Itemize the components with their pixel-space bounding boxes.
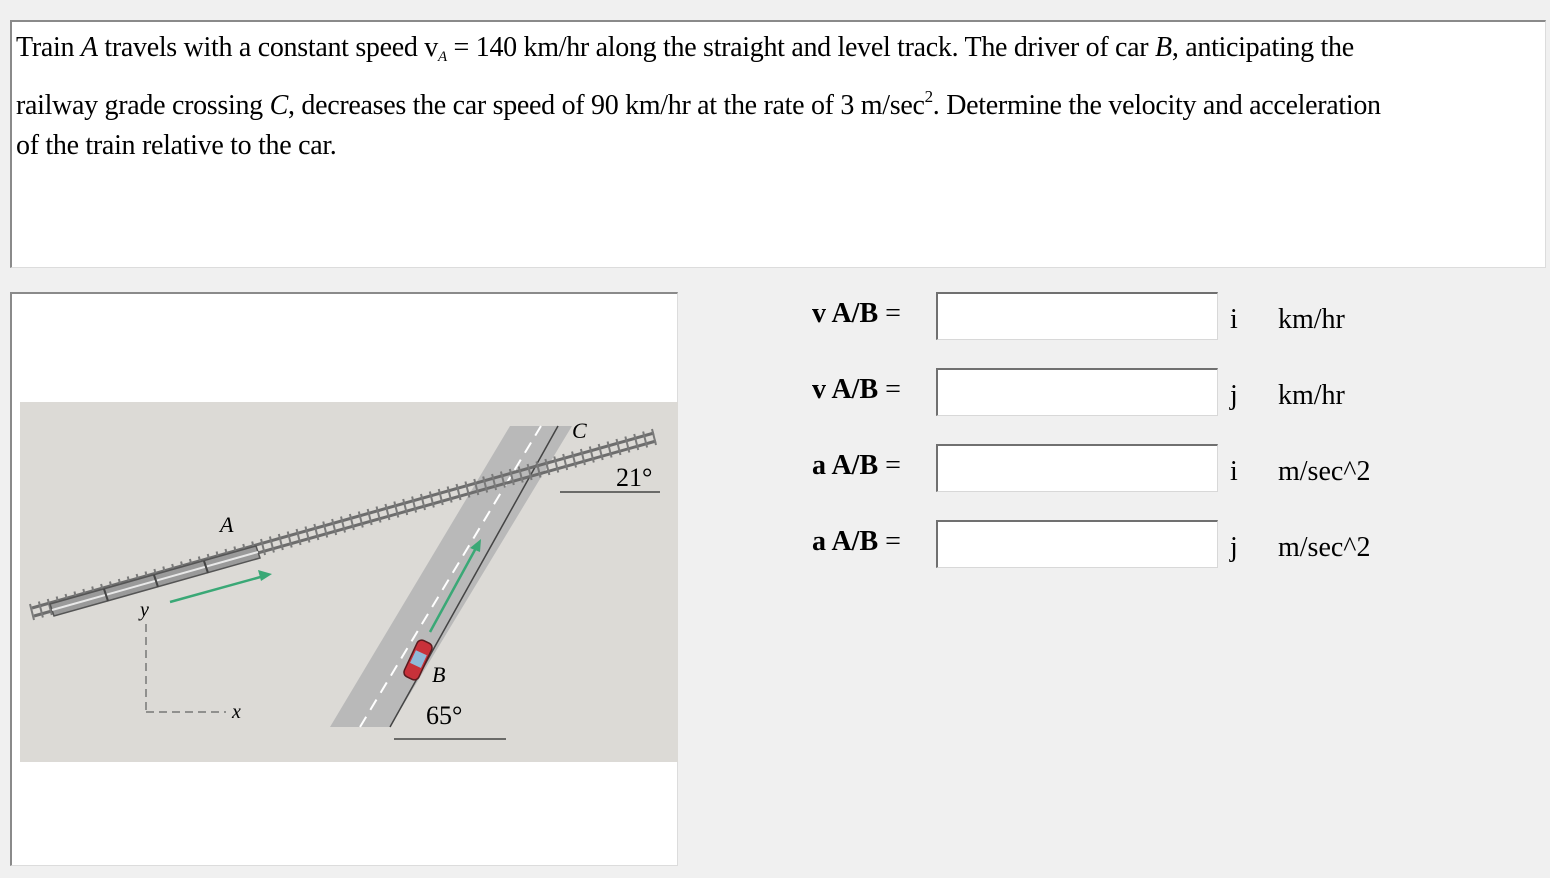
problem-line-2: railway grade crossing C, decreases the car speed of 90 km/hr at the rate of 3 $m/\sec^2$. Determine the velocity and acceleration bbox=[16, 87, 1381, 121]
velocity-j-input[interactable] bbox=[936, 368, 1218, 416]
figure-panel bbox=[10, 292, 678, 866]
label-x: x bbox=[232, 701, 241, 723]
train-car-diagram bbox=[20, 402, 678, 762]
answer-label: v A/B = bbox=[812, 298, 901, 329]
answer-label: a A/B = bbox=[812, 450, 901, 481]
unit-label: m/sec^2 bbox=[1278, 456, 1371, 487]
component-label: j bbox=[1230, 532, 1238, 563]
component-label: j bbox=[1230, 380, 1238, 411]
angle-road-label: 65° bbox=[426, 701, 463, 730]
problem-line-1: Train A travels with a constant speed $v_A = 140$ km/hr along the straight and level track. The driver of car B, anticipating the bbox=[16, 32, 1354, 65]
component-label: i bbox=[1230, 456, 1238, 487]
acceleration-i-input[interactable] bbox=[936, 444, 1218, 492]
unit-label: m/sec^2 bbox=[1278, 532, 1371, 563]
component-label: i bbox=[1230, 304, 1238, 335]
velocity-i-input[interactable] bbox=[936, 292, 1218, 340]
problem-line-3: of the train relative to the car. bbox=[16, 130, 337, 161]
angle-track-label: 21° bbox=[616, 463, 653, 492]
unit-label: km/hr bbox=[1278, 380, 1345, 411]
unit-label: km/hr bbox=[1278, 304, 1345, 335]
answer-label: v A/B = bbox=[812, 374, 901, 405]
answer-label: a A/B = bbox=[812, 526, 901, 557]
acceleration-j-input[interactable] bbox=[936, 520, 1218, 568]
label-b: B bbox=[432, 662, 446, 687]
problem-statement bbox=[10, 20, 1546, 268]
label-y: y bbox=[140, 599, 149, 621]
label-c: C bbox=[572, 418, 587, 443]
label-a: A bbox=[220, 512, 234, 537]
